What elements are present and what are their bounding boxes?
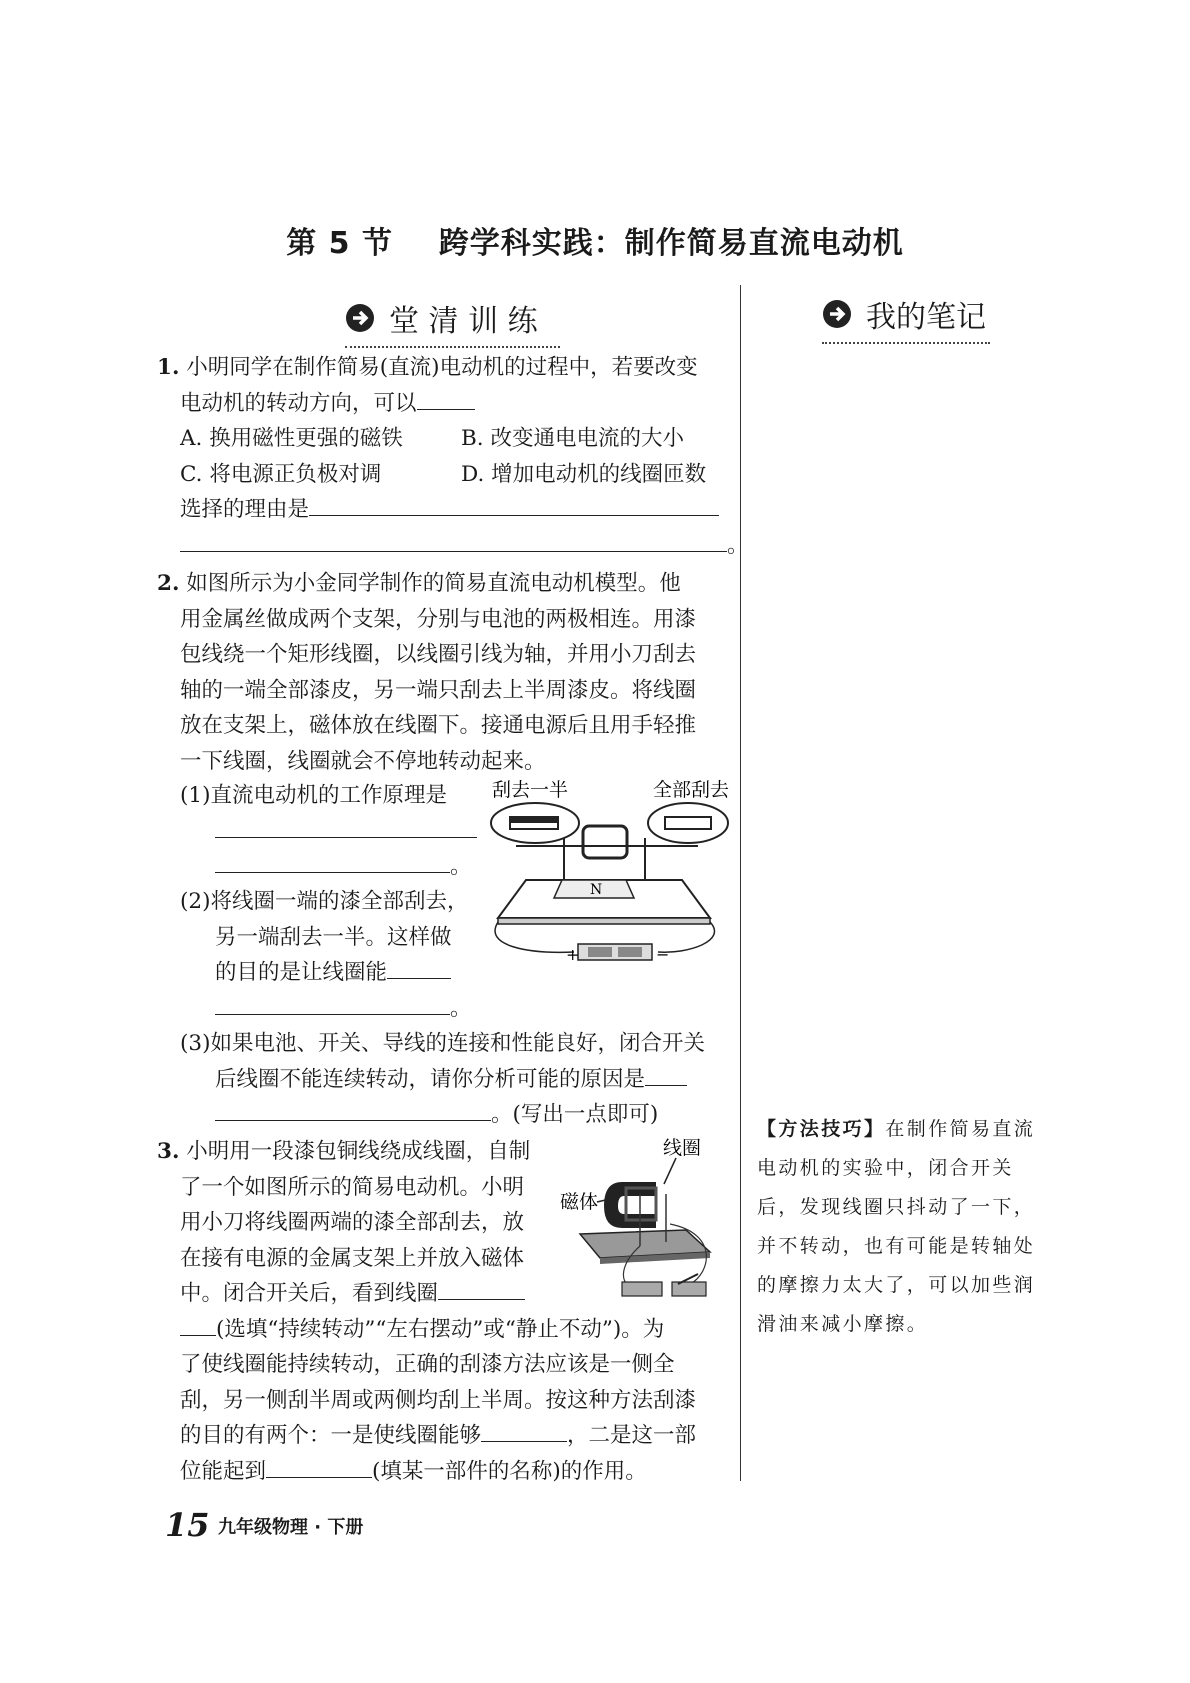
question-text: 一下线圈，线圈就会不停地转动起来。: [180, 748, 546, 774]
question-2: [157, 566, 696, 779]
tip-label: 【方法技巧】: [757, 1118, 886, 1140]
reason-label: 选择的理由是: [180, 497, 310, 522]
question-number: 3.: [157, 1139, 180, 1164]
punctuation: 。: [727, 532, 749, 558]
question-number: 1.: [157, 355, 180, 380]
punctuation: 。: [450, 995, 472, 1021]
page-number: 15: [165, 1506, 210, 1544]
section-header-label: 我的笔记: [866, 300, 986, 335]
question-2-part-3: [180, 1026, 705, 1133]
subquestion-text: (1)直流电动机的工作原理是: [180, 783, 447, 808]
arrow-right-icon: [345, 303, 375, 333]
book-title: 九年级物理 · 下册: [218, 1517, 364, 1538]
option-d: D. 增加电动机的线圈匝数: [461, 461, 707, 487]
section-header-label: 堂 清 训 练: [389, 304, 538, 339]
battery-plus-label: +: [566, 945, 580, 964]
question-text: 轴的一端全部漆皮，另一端只刮去上半周漆皮。将线圈: [180, 677, 697, 703]
section-header-training: [345, 296, 560, 348]
question-text: 放在支架上，磁体放在线圈下。接通电源后且用手轻推: [180, 713, 697, 738]
answer-blank[interactable]: [180, 1313, 216, 1336]
subquestion-text: 的目的是让线圈能: [215, 960, 388, 985]
figure-label-magnet: 磁体: [560, 1191, 599, 1213]
subquestion-text: 后线圈不能连续转动，请你分析可能的原因是: [215, 1066, 646, 1092]
question-text: 包线绕一个矩形线圈，以线圈引线为轴，并用小刀刮去: [180, 642, 697, 667]
section-header-notes: [822, 292, 990, 344]
question-text: 了一个如图所示的简易电动机。小明: [180, 1174, 525, 1200]
question-text: (填某一部件的名称)的作用。: [372, 1458, 647, 1484]
answer-blank[interactable]: [215, 850, 450, 873]
question-text: 小明用一段漆包铜线绕成线圈，自制: [186, 1139, 531, 1164]
question-text: 电动机的转动方向，可以: [180, 390, 417, 416]
arrow-right-icon: [822, 299, 852, 329]
question-text: 了使线圈能持续转动，正确的刮漆方法应该是一侧全: [180, 1352, 675, 1377]
question-number: 2.: [157, 571, 180, 596]
subquestion-text: 另一端刮去一半。这样做: [215, 924, 452, 950]
subquestion-text: 。(写出一点即可): [491, 1102, 659, 1127]
figure-label-coil: 线圈: [663, 1137, 702, 1159]
question-text: 位能起到: [180, 1458, 267, 1484]
figure-label-half-scraped: 刮去一半: [492, 779, 569, 801]
reason-blank-2[interactable]: [180, 529, 727, 552]
answer-blank[interactable]: [481, 1419, 567, 1442]
answer-blank[interactable]: [438, 1277, 525, 1300]
figure-label-fully-scraped: 全部刮去: [653, 779, 730, 801]
subquestion-text: (2)将线圈一端的漆全部刮去，: [180, 889, 469, 914]
page-title: 第 5 节 跨学科实践：制作简易直流电动机: [286, 226, 904, 261]
question-2-part-2: [180, 884, 472, 1026]
question-text: 在接有电源的金属支架上并放入磁体: [180, 1245, 525, 1271]
method-tip: [757, 1110, 1047, 1344]
answer-blank[interactable]: [645, 1063, 687, 1086]
battery-minus-label: −: [656, 945, 670, 964]
answer-blank[interactable]: [387, 956, 451, 979]
magnet-n-label: N: [590, 882, 603, 898]
simple-motor-figure: [560, 1134, 728, 1302]
question-1: [157, 350, 749, 563]
option-c: C. 将电源正负极对调: [180, 461, 382, 487]
reason-blank[interactable]: [309, 493, 719, 516]
punctuation: 。: [450, 854, 472, 879]
question-text: 中。闭合开关后，看到线圈: [180, 1281, 439, 1306]
answer-blank[interactable]: [215, 1098, 491, 1121]
question-text: 用金属丝做成两个支架，分别与电池的两极相连。用漆: [180, 606, 697, 632]
motor-model-figure: [488, 776, 730, 966]
question-text: ，二是这一部: [567, 1423, 697, 1448]
answer-blank[interactable]: [266, 1455, 372, 1478]
question-text: 用小刀将线圈两端的漆全部刮去，放: [180, 1210, 525, 1235]
question-text: 刮，另一侧刮半周或两侧均刮上半周。按这种方法刮漆: [180, 1387, 697, 1413]
question-text: 小明同学在制作简易(直流)电动机的过程中，若要改变: [186, 355, 698, 380]
option-a: A. 换用磁性更强的磁铁: [180, 426, 403, 451]
option-b: B. 改变通电电流的大小: [461, 426, 684, 451]
answer-blank[interactable]: [417, 387, 475, 410]
question-text: (选填“持续转动”“左右摆动”或“静止不动”)。为: [216, 1316, 665, 1342]
subquestion-text: (3)如果电池、开关、导线的连接和性能良好，闭合开关: [180, 1031, 705, 1056]
question-2-part-1: [180, 778, 477, 885]
question-text: 如图所示为小金同学制作的简易直流电动机模型。他: [186, 571, 681, 596]
question-text: 的目的有两个：一是使线圈能够: [180, 1423, 482, 1448]
tip-text: 在制作简易直流电动机的实验中，闭合开关后，发现线圈只抖动了一下，并不转动，也有可能是转轴处的摩擦力太大了，可以加些润滑油来减小摩擦。: [757, 1118, 1036, 1335]
answer-blank[interactable]: [215, 815, 477, 838]
answer-blank[interactable]: [215, 992, 450, 1015]
